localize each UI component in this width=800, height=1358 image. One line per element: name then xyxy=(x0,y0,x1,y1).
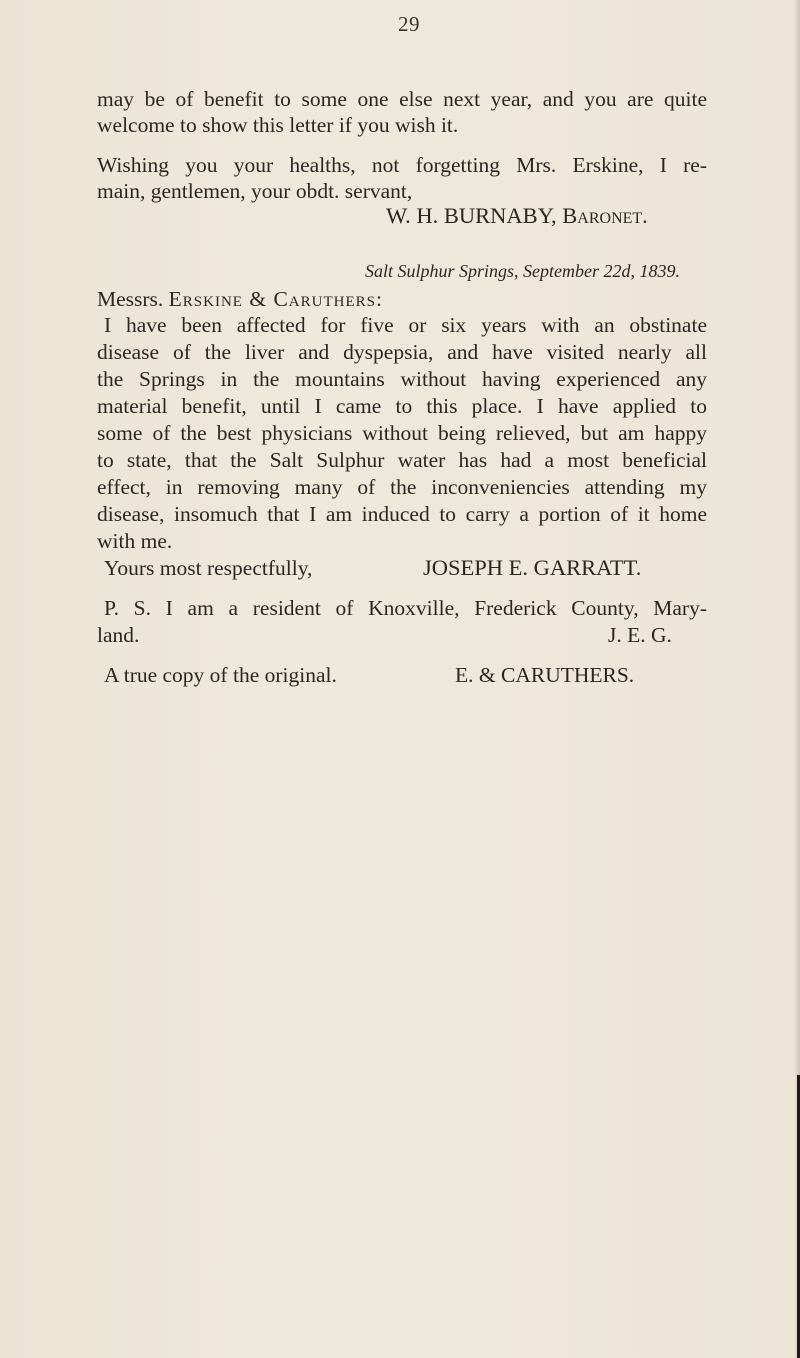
letter2-ps-initials: J. E. G. xyxy=(608,623,672,647)
letter2-body-line-4: material benefit, until I came to this place. I have applied to xyxy=(97,394,707,418)
letter2-body-line-6: to state, that the Salt Sulphur water has had a most beneficial xyxy=(97,448,707,472)
page-number: 29 xyxy=(398,12,420,36)
letter2-body-line-2: disease of the liver and dyspepsia, and have visited nearly all xyxy=(97,340,707,364)
salutation-firm: Erskine & Caruthers: xyxy=(168,287,383,311)
letter2-body-line-3: the Springs in the mountains without having experienced any xyxy=(97,367,707,391)
letter2-dateline: Salt Sulphur Springs, September 22d, 1839. xyxy=(365,261,680,281)
letter2-closing: Yours most respectfully, xyxy=(104,556,313,580)
letter2-salutation xyxy=(97,286,707,312)
attestation-text: A true copy of the original. xyxy=(104,663,337,687)
letter2-body-line-7: effect, in removing many of the inconveniencies attending my xyxy=(97,475,707,499)
letter2-signature: JOSEPH E. GARRATT. xyxy=(423,555,642,580)
letter2-body-line-1: I have been affected for five or six years with an obstinate xyxy=(104,313,707,337)
letter1-signature xyxy=(386,203,648,229)
letter1-line-2: welcome to show this letter if you wish it. xyxy=(97,113,459,137)
letter2-body-line-9: with me. xyxy=(97,529,173,553)
letter1-line-1: may be of benefit to some one else next year, and you are quite xyxy=(97,87,707,111)
salutation-prefix: Messrs. xyxy=(97,287,164,311)
letter2-body-line-5: some of the best physicians without being relieved, but am happy xyxy=(97,421,707,445)
signature-title: Baronet. xyxy=(562,203,648,228)
letter2-body-line-8: disease, insomuch that I am induced to carry a portion of it home xyxy=(97,502,707,526)
letter1-line-4: main, gentlemen, your obdt. servant, xyxy=(97,179,413,203)
letter2-ps-line-2: land. xyxy=(97,623,140,647)
letter2-ps-line-1: P. S. I am a resident of Knoxville, Frederick County, Mary- xyxy=(104,596,707,620)
signature-name: W. H. BURNABY, xyxy=(386,203,557,228)
attestation-signature: E. & CARUTHERS. xyxy=(455,663,635,687)
letter1-line-3: Wishing you your healths, not forgetting Mrs. Erskine, I re- xyxy=(97,153,707,177)
